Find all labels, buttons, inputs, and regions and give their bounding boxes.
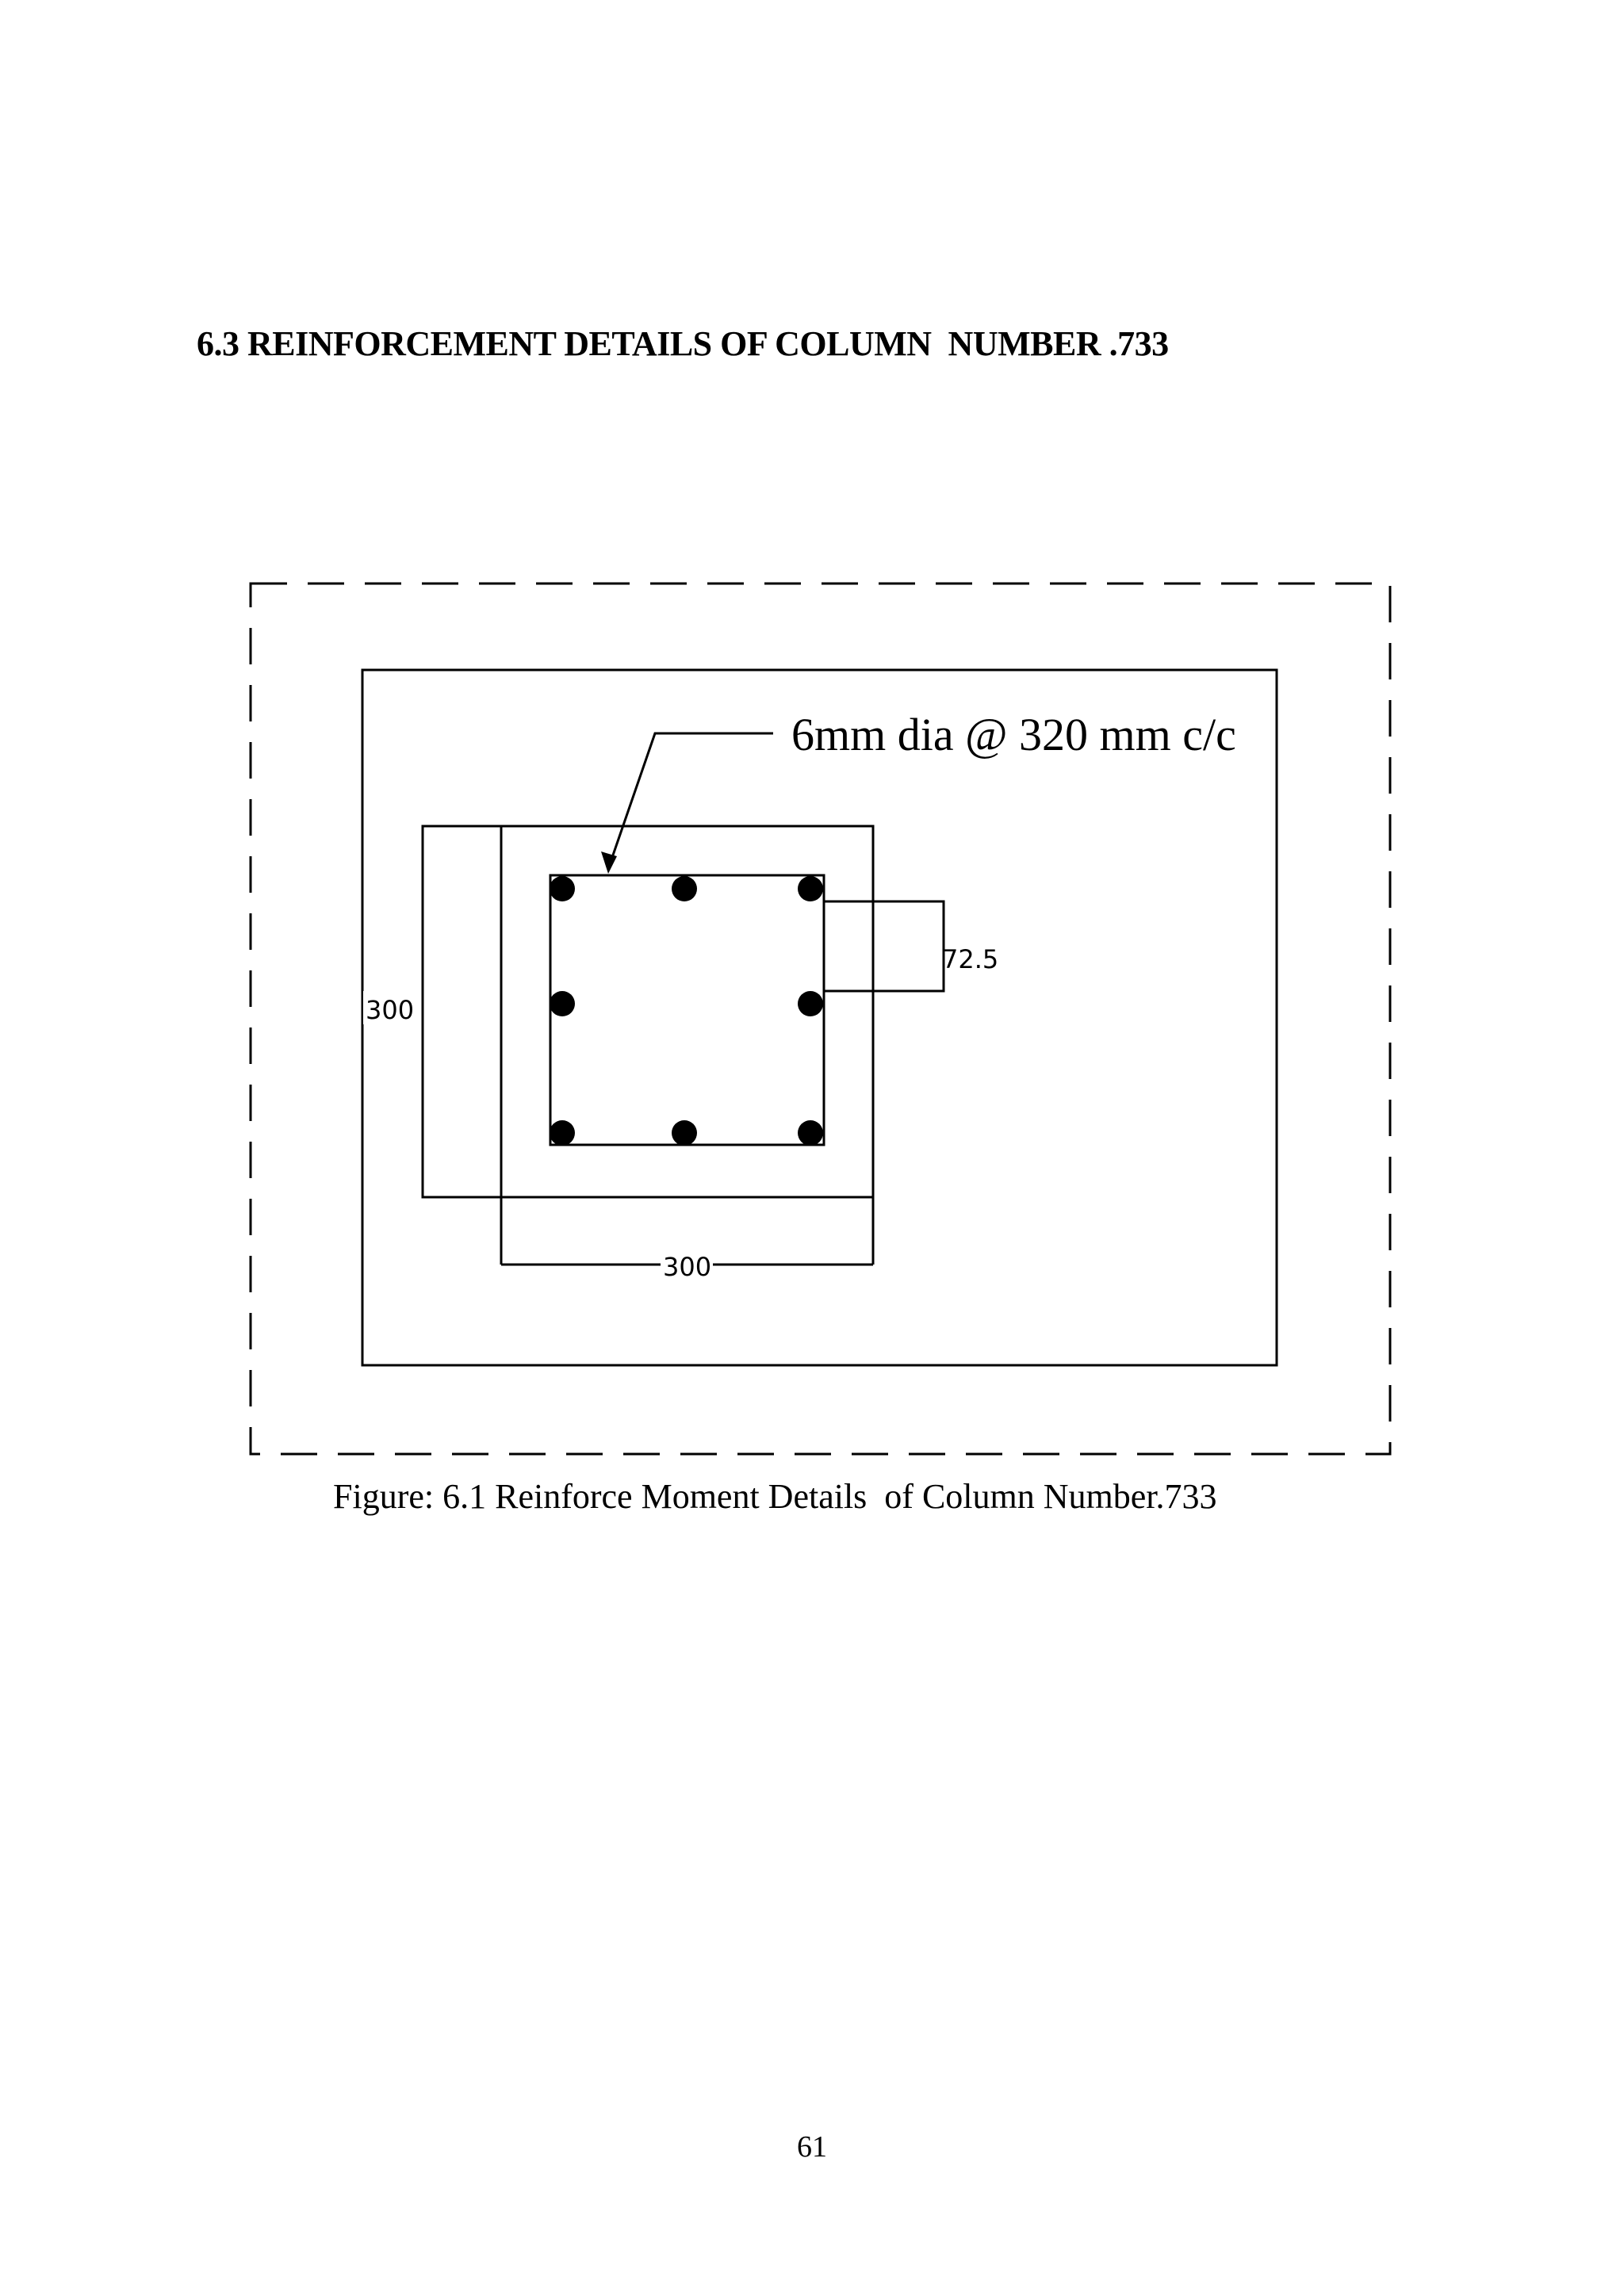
leader-arrowhead: [601, 851, 617, 874]
rebar: [550, 991, 575, 1016]
rebar: [550, 1120, 575, 1146]
height-dimension-label: 300: [366, 995, 415, 1025]
rebar-group: [550, 876, 823, 1146]
cover-dimension-bracket: [824, 901, 944, 991]
section-heading: 6.3 REINFORCEMENT DETAILS OF COLUMN NUMBER .733: [197, 324, 1169, 363]
figure-caption: Figure: 6.1 Reinforce Moment Details of Column Number.733: [333, 1477, 1217, 1516]
width-dimension-label: 300: [663, 1252, 712, 1282]
rebar: [798, 876, 823, 901]
rebar: [672, 1120, 697, 1146]
stirrup-tie: [550, 875, 824, 1145]
leader-line: [608, 733, 773, 869]
rebar: [672, 876, 697, 901]
rebar: [550, 876, 575, 901]
page-number: 61: [797, 2130, 827, 2164]
rebar: [798, 1120, 823, 1146]
cover-dimension-label: 72.5: [942, 944, 999, 974]
rebar: [798, 991, 823, 1016]
footing-outline: [362, 670, 1277, 1365]
stirrup-spec-label: 6mm dia @ 320 mm c/c: [791, 709, 1236, 760]
